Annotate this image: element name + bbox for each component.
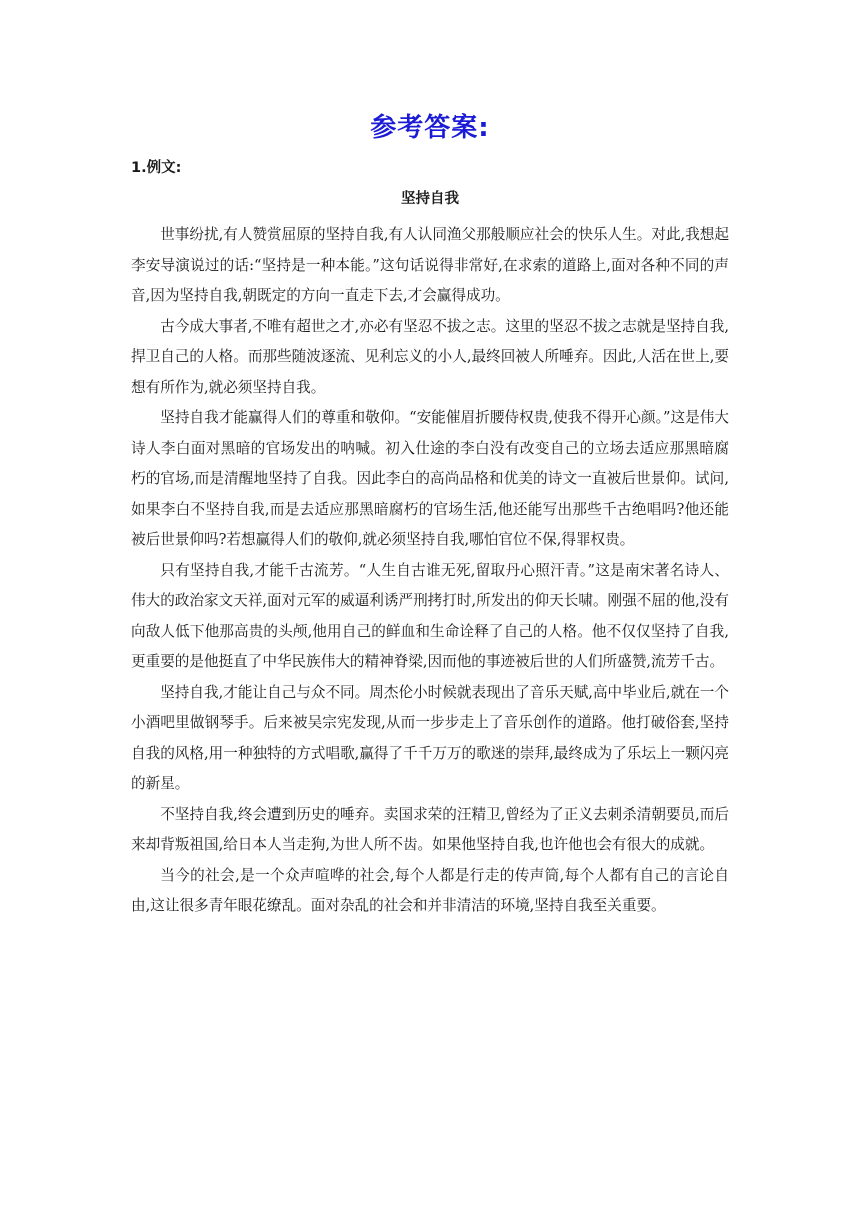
answer-heading: 参考答案:	[370, 113, 490, 143]
paragraph: 世事纷扰,有人赞赏屈原的坚持自我,有人认同渔父那般顺应社会的快乐人生。对此,我想起李安导演说过的话:“坚持是一种本能。”这句话说得非常好,在求索的道路上,面对各种不同的声音,因为坚持自我,朝既定的方向一直走下去,才会赢得成功。	[131, 226, 729, 304]
essay-title: 坚持自我	[401, 191, 459, 207]
paragraph: 坚持自我,才能让自己与众不同。周杰伦小时候就表现出了音乐天赋,高中毕业后,就在一个小酒吧里做钢琴手。后来被吴宗宪发现,从而一步步走上了音乐创作的道路。他打破俗套,坚持自我的风格,用一种独特的方式唱歌,赢得了千千万万的歌迷的崇拜,最终成为了乐坛上一颗闪亮的新星。	[131, 683, 729, 792]
paragraph: 不坚持自我,终会遭到历史的唾弃。卖国求荣的汪精卫,曾经为了正义去刺杀清朝要员,而后来却背叛祖国,给日本人当走狗,为世人所不齿。如果他坚持自我,也许他也会有很大的成就。	[131, 805, 729, 853]
paragraph: 古今成大事者,不唯有超世之才,亦必有坚忍不拔之志。这里的坚忍不拔之志就是坚持自我,捍卫自己的人格。而那些随波逐流、见利忘义的小人,最终回被人所唾弃。因此,人活在世上,要想有所作为,就必须坚持自我。	[131, 317, 729, 396]
question-label: 1.例文:	[131, 160, 182, 176]
paragraph: 只有坚持自我,才能千古流芳。“人生自古谁无死,留取丹心照汗青。”这是南宋著名诗人、伟大的政治家文天祥,面对元军的威逼利诱严刑拷打时,所发出的仰天长啸。刚强不屈的他,没有向敌人低下他那高贵的头颅,他用自己的鲜血和生命诠释了自己的人格。他不仅仅坚持了自我,更重要的是他挺直了中华民族伟大的精神脊梁,因而他的事迹被后世的人们所盛赞,流芳千古。	[131, 561, 729, 670]
essay-body	[131, 220, 729, 922]
paragraph: 当今的社会,是一个众声喧哗的社会,每个人都是行走的传声筒,每个人都有自己的言论自由,这让很多青年眼花缭乱。面对杂乱的社会和并非清洁的环境,坚持自我至关重要。	[131, 866, 729, 914]
paragraph: 坚持自我才能赢得人们的尊重和敬仰。“安能催眉折腰侍权贵,使我不得开心颜。”这是伟大诗人李白面对黑暗的官场发出的呐喊。初入仕途的李白没有改变自己的立场去适应那黑暗腐朽的官场,而是清醒地坚持了自我。因此李白的高尚品格和优美的诗文一直被后世景仰。试问,如果李白不坚持自我,而是去适应那黑暗腐朽的官场生活,他还能写出那些千古绝唱吗?他还能被后世景仰吗?若想赢得人们的敬仰,就必须坚持自我,哪怕官位不保,得罪权贵。	[131, 409, 729, 548]
